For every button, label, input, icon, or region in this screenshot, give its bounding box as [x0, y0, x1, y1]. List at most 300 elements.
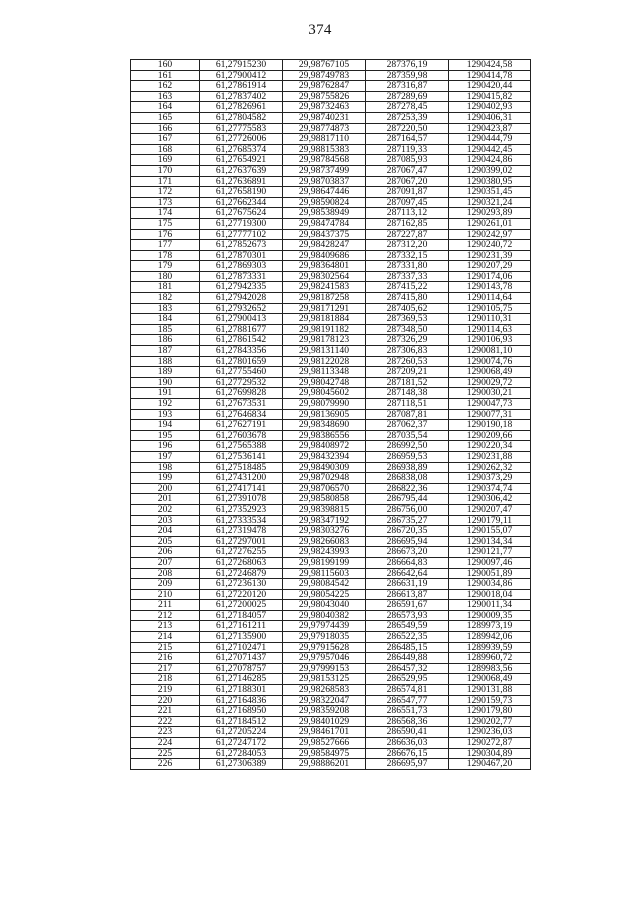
- longitude-cell: 29,98054225: [283, 589, 366, 600]
- latitude-cell: 61,27188301: [200, 685, 283, 696]
- point-number-cell: 219: [131, 685, 200, 696]
- latitude-cell: 61,27673531: [200, 399, 283, 410]
- latitude-cell: 61,27675624: [200, 208, 283, 219]
- table-row: [131, 748, 531, 759]
- x-coordinate-cell: 286795,44: [366, 494, 449, 505]
- point-number-cell: 176: [131, 229, 200, 240]
- x-coordinate-cell: 286551,73: [366, 706, 449, 717]
- latitude-cell: 61,27146285: [200, 674, 283, 685]
- table-row: [131, 102, 531, 113]
- point-number-cell: 195: [131, 430, 200, 441]
- point-number-cell: 205: [131, 536, 200, 547]
- latitude-cell: 61,27284053: [200, 748, 283, 759]
- table-row: [131, 610, 531, 621]
- longitude-cell: 29,98199199: [283, 557, 366, 568]
- point-number-cell: 215: [131, 642, 200, 653]
- longitude-cell: 29,98348690: [283, 420, 366, 431]
- x-coordinate-cell: 286573,93: [366, 610, 449, 621]
- x-coordinate-cell: 287405,62: [366, 303, 449, 314]
- x-coordinate-cell: 287091,87: [366, 187, 449, 198]
- point-number-cell: 194: [131, 420, 200, 431]
- point-number-cell: 183: [131, 303, 200, 314]
- longitude-cell: 29,98774873: [283, 123, 366, 134]
- point-number-cell: 163: [131, 91, 200, 102]
- table-row: [131, 462, 531, 473]
- y-coordinate-cell: 1290077,31: [449, 409, 531, 420]
- latitude-cell: 61,27637639: [200, 165, 283, 176]
- point-number-cell: 185: [131, 324, 200, 335]
- y-coordinate-cell: 1290074,76: [449, 356, 531, 367]
- latitude-cell: 61,27184057: [200, 610, 283, 621]
- longitude-cell: 29,98815383: [283, 144, 366, 155]
- latitude-cell: 61,27276255: [200, 547, 283, 558]
- point-number-cell: 221: [131, 706, 200, 717]
- table-row: [131, 483, 531, 494]
- x-coordinate-cell: 286735,27: [366, 515, 449, 526]
- longitude-cell: 29,98171291: [283, 303, 366, 314]
- point-number-cell: 192: [131, 399, 200, 410]
- table-row: [131, 536, 531, 547]
- latitude-cell: 61,27078757: [200, 663, 283, 674]
- longitude-cell: 29,98241583: [283, 282, 366, 293]
- longitude-cell: 29,98474784: [283, 218, 366, 229]
- y-coordinate-cell: 1290220,34: [449, 441, 531, 452]
- table-row: [131, 685, 531, 696]
- longitude-cell: 29,98042748: [283, 377, 366, 388]
- longitude-cell: 29,98386556: [283, 430, 366, 441]
- table-row: [131, 271, 531, 282]
- longitude-cell: 29,98706570: [283, 483, 366, 494]
- longitude-cell: 29,98122028: [283, 356, 366, 367]
- longitude-cell: 29,98043040: [283, 600, 366, 611]
- latitude-cell: 61,27603678: [200, 430, 283, 441]
- latitude-cell: 61,27699828: [200, 388, 283, 399]
- longitude-cell: 29,98040382: [283, 610, 366, 621]
- y-coordinate-cell: 1290242,97: [449, 229, 531, 240]
- longitude-cell: 29,97918035: [283, 632, 366, 643]
- table-row: [131, 430, 531, 441]
- coordinates-table-body: [131, 60, 531, 770]
- point-number-cell: 216: [131, 653, 200, 664]
- longitude-cell: 29,98749783: [283, 70, 366, 81]
- y-coordinate-cell: 1289960,72: [449, 653, 531, 664]
- table-row: [131, 176, 531, 187]
- point-number-cell: 175: [131, 218, 200, 229]
- longitude-cell: 29,98737499: [283, 165, 366, 176]
- x-coordinate-cell: 286449,88: [366, 653, 449, 664]
- latitude-cell: 61,27729532: [200, 377, 283, 388]
- y-coordinate-cell: 1290190,18: [449, 420, 531, 431]
- point-number-cell: 222: [131, 716, 200, 727]
- table-row: [131, 240, 531, 251]
- point-number-cell: 217: [131, 663, 200, 674]
- table-row: [131, 557, 531, 568]
- longitude-cell: 29,98409686: [283, 250, 366, 261]
- point-number-cell: 178: [131, 250, 200, 261]
- table-row: [131, 70, 531, 81]
- table-row: [131, 473, 531, 484]
- page-number: 374: [308, 22, 332, 38]
- latitude-cell: 61,27168950: [200, 706, 283, 717]
- y-coordinate-cell: 1290399,02: [449, 165, 531, 176]
- point-number-cell: 220: [131, 695, 200, 706]
- point-number-cell: 199: [131, 473, 200, 484]
- x-coordinate-cell: 287331,80: [366, 261, 449, 272]
- table-row: [131, 144, 531, 155]
- table-row: [131, 155, 531, 166]
- table-row: [131, 229, 531, 240]
- point-number-cell: 196: [131, 441, 200, 452]
- point-number-cell: 211: [131, 600, 200, 611]
- table-row: [131, 706, 531, 717]
- longitude-cell: 29,98401029: [283, 716, 366, 727]
- latitude-cell: 61,27164836: [200, 695, 283, 706]
- longitude-cell: 29,98817110: [283, 134, 366, 145]
- point-number-cell: 213: [131, 621, 200, 632]
- y-coordinate-cell: 1290143,78: [449, 282, 531, 293]
- x-coordinate-cell: 287332,15: [366, 250, 449, 261]
- latitude-cell: 61,27536141: [200, 451, 283, 462]
- x-coordinate-cell: 287260,53: [366, 356, 449, 367]
- table-row: [131, 282, 531, 293]
- x-coordinate-cell: 287067,47: [366, 165, 449, 176]
- x-coordinate-cell: 286547,77: [366, 695, 449, 706]
- x-coordinate-cell: 287164,57: [366, 134, 449, 145]
- point-number-cell: 173: [131, 197, 200, 208]
- x-coordinate-cell: 287181,52: [366, 377, 449, 388]
- table-row: [131, 112, 531, 123]
- table-row: [131, 197, 531, 208]
- point-number-cell: 209: [131, 579, 200, 590]
- table-row: [131, 314, 531, 325]
- longitude-cell: 29,98302564: [283, 271, 366, 282]
- y-coordinate-cell: 1290081,10: [449, 346, 531, 357]
- y-coordinate-cell: 1289939,59: [449, 642, 531, 653]
- latitude-cell: 61,27932652: [200, 303, 283, 314]
- latitude-cell: 61,27306389: [200, 759, 283, 770]
- point-number-cell: 193: [131, 409, 200, 420]
- latitude-cell: 61,27184512: [200, 716, 283, 727]
- latitude-cell: 61,27755460: [200, 367, 283, 378]
- x-coordinate-cell: 287289,69: [366, 91, 449, 102]
- latitude-cell: 61,27942028: [200, 293, 283, 304]
- point-number-cell: 169: [131, 155, 200, 166]
- latitude-cell: 61,27200025: [200, 600, 283, 611]
- x-coordinate-cell: 286756,00: [366, 504, 449, 515]
- y-coordinate-cell: 1290424,58: [449, 60, 531, 71]
- x-coordinate-cell: 287316,87: [366, 81, 449, 92]
- table-row: [131, 568, 531, 579]
- y-coordinate-cell: 1290423,87: [449, 123, 531, 134]
- y-coordinate-cell: 1290034,86: [449, 579, 531, 590]
- latitude-cell: 61,27654921: [200, 155, 283, 166]
- latitude-cell: 61,27333534: [200, 515, 283, 526]
- point-number-cell: 182: [131, 293, 200, 304]
- longitude-cell: 29,98740231: [283, 112, 366, 123]
- x-coordinate-cell: 286992,50: [366, 441, 449, 452]
- x-coordinate-cell: 286568,36: [366, 716, 449, 727]
- point-number-cell: 198: [131, 462, 200, 473]
- table-row: [131, 420, 531, 431]
- table-row: [131, 123, 531, 134]
- y-coordinate-cell: 1290047,73: [449, 399, 531, 410]
- longitude-cell: 29,98461701: [283, 727, 366, 738]
- latitude-cell: 61,27071437: [200, 653, 283, 664]
- y-coordinate-cell: 1290424,86: [449, 155, 531, 166]
- y-coordinate-cell: 1290030,21: [449, 388, 531, 399]
- longitude-cell: 29,98079990: [283, 399, 366, 410]
- point-number-cell: 179: [131, 261, 200, 272]
- y-coordinate-cell: 1289983,56: [449, 663, 531, 674]
- latitude-cell: 61,27804582: [200, 112, 283, 123]
- y-coordinate-cell: 1290131,88: [449, 685, 531, 696]
- longitude-cell: 29,98322047: [283, 695, 366, 706]
- table-row: [131, 165, 531, 176]
- longitude-cell: 29,98398815: [283, 504, 366, 515]
- longitude-cell: 29,98584975: [283, 748, 366, 759]
- longitude-cell: 29,98359208: [283, 706, 366, 717]
- longitude-cell: 29,98767105: [283, 60, 366, 71]
- x-coordinate-cell: 286485,15: [366, 642, 449, 653]
- x-coordinate-cell: 286613,87: [366, 589, 449, 600]
- longitude-cell: 29,98538949: [283, 208, 366, 219]
- y-coordinate-cell: 1290009,35: [449, 610, 531, 621]
- x-coordinate-cell: 286529,95: [366, 674, 449, 685]
- x-coordinate-cell: 287376,19: [366, 60, 449, 71]
- latitude-cell: 61,27869303: [200, 261, 283, 272]
- latitude-cell: 61,27518485: [200, 462, 283, 473]
- point-number-cell: 190: [131, 377, 200, 388]
- point-number-cell: 177: [131, 240, 200, 251]
- y-coordinate-cell: 1290321,24: [449, 197, 531, 208]
- longitude-cell: 29,98762847: [283, 81, 366, 92]
- y-coordinate-cell: 1290068,49: [449, 367, 531, 378]
- y-coordinate-cell: 1290207,29: [449, 261, 531, 272]
- longitude-cell: 29,98755826: [283, 91, 366, 102]
- y-coordinate-cell: 1290097,46: [449, 557, 531, 568]
- longitude-cell: 29,98045602: [283, 388, 366, 399]
- y-coordinate-cell: 1289942,06: [449, 632, 531, 643]
- y-coordinate-cell: 1290240,72: [449, 240, 531, 251]
- longitude-cell: 29,98580858: [283, 494, 366, 505]
- x-coordinate-cell: 286695,94: [366, 536, 449, 547]
- table-row: [131, 91, 531, 102]
- y-coordinate-cell: 1290373,29: [449, 473, 531, 484]
- x-coordinate-cell: 287415,80: [366, 293, 449, 304]
- x-coordinate-cell: 287113,12: [366, 208, 449, 219]
- x-coordinate-cell: 287067,20: [366, 176, 449, 187]
- longitude-cell: 29,98084542: [283, 579, 366, 590]
- table-row: [131, 451, 531, 462]
- point-number-cell: 187: [131, 346, 200, 357]
- point-number-cell: 164: [131, 102, 200, 113]
- x-coordinate-cell: 287087,81: [366, 409, 449, 420]
- point-number-cell: 167: [131, 134, 200, 145]
- y-coordinate-cell: 1290018,04: [449, 589, 531, 600]
- point-number-cell: 184: [131, 314, 200, 325]
- table-row: [131, 727, 531, 738]
- table-row: [131, 738, 531, 749]
- y-coordinate-cell: 1290174,06: [449, 271, 531, 282]
- point-number-cell: 181: [131, 282, 200, 293]
- latitude-cell: 61,27719300: [200, 218, 283, 229]
- point-number-cell: 171: [131, 176, 200, 187]
- table-row: [131, 695, 531, 706]
- x-coordinate-cell: 287278,45: [366, 102, 449, 113]
- latitude-cell: 61,27685374: [200, 144, 283, 155]
- longitude-cell: 29,97915628: [283, 642, 366, 653]
- latitude-cell: 61,27352923: [200, 504, 283, 515]
- longitude-cell: 29,98191182: [283, 324, 366, 335]
- longitude-cell: 29,98243993: [283, 547, 366, 558]
- table-row: [131, 81, 531, 92]
- latitude-cell: 61,27220120: [200, 589, 283, 600]
- point-number-cell: 166: [131, 123, 200, 134]
- table-row: [131, 324, 531, 335]
- longitude-cell: 29,98432394: [283, 451, 366, 462]
- latitude-cell: 61,27662344: [200, 197, 283, 208]
- x-coordinate-cell: 287062,37: [366, 420, 449, 431]
- latitude-cell: 61,27236130: [200, 579, 283, 590]
- x-coordinate-cell: 287220,50: [366, 123, 449, 134]
- x-coordinate-cell: 287209,21: [366, 367, 449, 378]
- longitude-cell: 29,98703837: [283, 176, 366, 187]
- longitude-cell: 29,98408972: [283, 441, 366, 452]
- longitude-cell: 29,98490309: [283, 462, 366, 473]
- latitude-cell: 61,27873331: [200, 271, 283, 282]
- point-number-cell: 180: [131, 271, 200, 282]
- x-coordinate-cell: 287306,83: [366, 346, 449, 357]
- coordinates-table: [130, 59, 531, 770]
- y-coordinate-cell: 1290207,47: [449, 504, 531, 515]
- x-coordinate-cell: 287369,53: [366, 314, 449, 325]
- x-coordinate-cell: 286642,64: [366, 568, 449, 579]
- table-row: [131, 653, 531, 664]
- x-coordinate-cell: 286959,53: [366, 451, 449, 462]
- latitude-cell: 61,27268063: [200, 557, 283, 568]
- longitude-cell: 29,98181884: [283, 314, 366, 325]
- point-number-cell: 165: [131, 112, 200, 123]
- y-coordinate-cell: 1290444,79: [449, 134, 531, 145]
- x-coordinate-cell: 286457,32: [366, 663, 449, 674]
- table-row: [131, 261, 531, 272]
- x-coordinate-cell: 286522,35: [366, 632, 449, 643]
- table-row: [131, 494, 531, 505]
- latitude-cell: 61,27646834: [200, 409, 283, 420]
- latitude-cell: 61,27826961: [200, 102, 283, 113]
- y-coordinate-cell: 1290272,87: [449, 738, 531, 749]
- x-coordinate-cell: 286938,89: [366, 462, 449, 473]
- x-coordinate-cell: 286549,59: [366, 621, 449, 632]
- y-coordinate-cell: 1290231,39: [449, 250, 531, 261]
- y-coordinate-cell: 1290262,32: [449, 462, 531, 473]
- x-coordinate-cell: 287162,85: [366, 218, 449, 229]
- latitude-cell: 61,27777102: [200, 229, 283, 240]
- x-coordinate-cell: 287326,29: [366, 335, 449, 346]
- point-number-cell: 218: [131, 674, 200, 685]
- longitude-cell: 29,98266083: [283, 536, 366, 547]
- longitude-cell: 29,98303276: [283, 526, 366, 537]
- y-coordinate-cell: 1290114,63: [449, 324, 531, 335]
- y-coordinate-cell: 1290106,93: [449, 335, 531, 346]
- y-coordinate-cell: 1290420,44: [449, 81, 531, 92]
- table-row: [131, 388, 531, 399]
- latitude-cell: 61,27861542: [200, 335, 283, 346]
- table-row: [131, 356, 531, 367]
- y-coordinate-cell: 1290121,77: [449, 547, 531, 558]
- point-number-cell: 203: [131, 515, 200, 526]
- y-coordinate-cell: 1290406,31: [449, 112, 531, 123]
- table-row: [131, 367, 531, 378]
- table-row: [131, 547, 531, 558]
- latitude-cell: 61,27102471: [200, 642, 283, 653]
- table-row: [131, 504, 531, 515]
- point-number-cell: 226: [131, 759, 200, 770]
- latitude-cell: 61,27636891: [200, 176, 283, 187]
- latitude-cell: 61,27942335: [200, 282, 283, 293]
- point-number-cell: 212: [131, 610, 200, 621]
- latitude-cell: 61,27319478: [200, 526, 283, 537]
- point-number-cell: 186: [131, 335, 200, 346]
- latitude-cell: 61,27205224: [200, 727, 283, 738]
- longitude-cell: 29,98115603: [283, 568, 366, 579]
- table-row: [131, 399, 531, 410]
- longitude-cell: 29,98886201: [283, 759, 366, 770]
- y-coordinate-cell: 1290202,77: [449, 716, 531, 727]
- latitude-cell: 61,27852673: [200, 240, 283, 251]
- y-coordinate-cell: 1290236,03: [449, 727, 531, 738]
- y-coordinate-cell: 1290261,01: [449, 218, 531, 229]
- table-row: [131, 716, 531, 727]
- x-coordinate-cell: 286822,36: [366, 483, 449, 494]
- x-coordinate-cell: 287035,54: [366, 430, 449, 441]
- longitude-cell: 29,98364801: [283, 261, 366, 272]
- latitude-cell: 61,27391078: [200, 494, 283, 505]
- x-coordinate-cell: 287097,45: [366, 197, 449, 208]
- x-coordinate-cell: 287118,51: [366, 399, 449, 410]
- latitude-cell: 61,27843356: [200, 346, 283, 357]
- longitude-cell: 29,98784568: [283, 155, 366, 166]
- x-coordinate-cell: 287359,98: [366, 70, 449, 81]
- longitude-cell: 29,98437375: [283, 229, 366, 240]
- x-coordinate-cell: 287253,39: [366, 112, 449, 123]
- longitude-cell: 29,98153125: [283, 674, 366, 685]
- point-number-cell: 197: [131, 451, 200, 462]
- y-coordinate-cell: 1290051,89: [449, 568, 531, 579]
- latitude-cell: 61,27900413: [200, 314, 283, 325]
- latitude-cell: 61,27775583: [200, 123, 283, 134]
- point-number-cell: 172: [131, 187, 200, 198]
- table-row: [131, 303, 531, 314]
- latitude-cell: 61,27658190: [200, 187, 283, 198]
- table-row: [131, 293, 531, 304]
- point-number-cell: 162: [131, 81, 200, 92]
- y-coordinate-cell: 1290414,78: [449, 70, 531, 81]
- table-row: [131, 515, 531, 526]
- latitude-cell: 61,27135900: [200, 632, 283, 643]
- x-coordinate-cell: 287119,33: [366, 144, 449, 155]
- y-coordinate-cell: 1290293,89: [449, 208, 531, 219]
- x-coordinate-cell: 286590,41: [366, 727, 449, 738]
- latitude-cell: 61,27161211: [200, 621, 283, 632]
- longitude-cell: 29,98131140: [283, 346, 366, 357]
- point-number-cell: 208: [131, 568, 200, 579]
- point-number-cell: 207: [131, 557, 200, 568]
- table-row: [131, 218, 531, 229]
- x-coordinate-cell: 287312,20: [366, 240, 449, 251]
- table-row: [131, 377, 531, 388]
- table-row: [131, 632, 531, 643]
